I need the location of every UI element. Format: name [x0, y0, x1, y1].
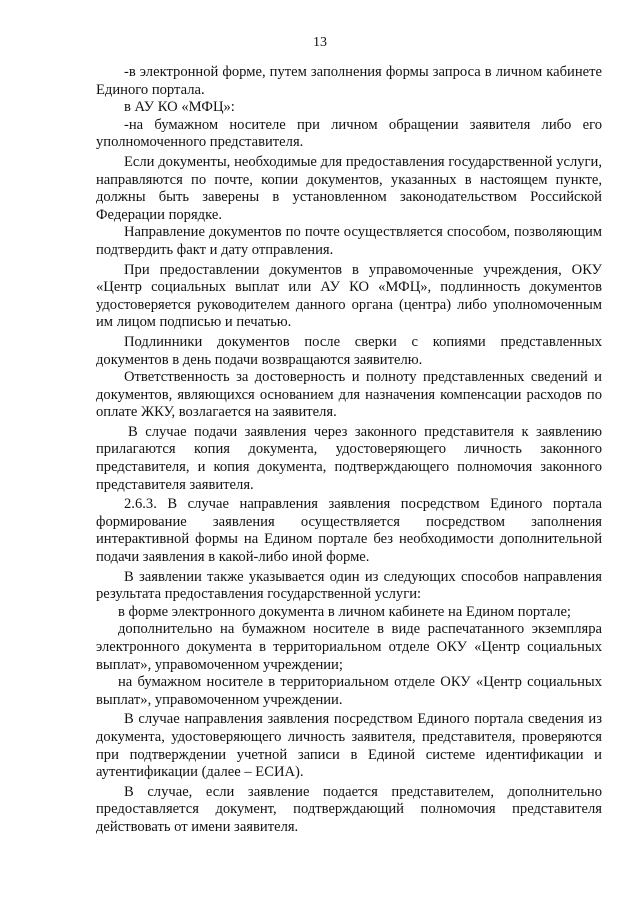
document-body	[96, 64, 602, 837]
paragraph: Если документы, необходимые для предоставления государственной услуги, направляются по почте, копии документов, указанных в настоящем пункте, должны быть заверены в установленном законодательством Российской Федерации порядке.	[96, 153, 602, 223]
paragraph: в форме электронного документа в личном кабинете на Едином портале;	[118, 603, 571, 620]
paragraph: В случае подачи заявления через законного представителя к заявлению прилагаются копия документа, удостоверяющего личность законного представителя, и копия документа, подтверждающего полномочия законного представителя заявителя.	[96, 423, 602, 493]
paragraph: Подлинники документов после сверки с копиями представленных документов в день подачи возвращаются заявителю.	[96, 333, 602, 368]
paragraph: дополнительно на бумажном носителе в виде распечатанного экземпляра электронного документа в территориальном отделе ОКУ «Центр социальных выплат», управомоченном учреждении;	[96, 621, 602, 673]
paragraph: на бумажном носителе в территориальном отделе ОКУ «Центр социальных выплат», управомоченном учреждении.	[96, 674, 602, 708]
paragraph: Ответственность за достоверность и полноту представленных сведений и документов, являющихся основанием для назначения компенсации расходов по оплате ЖКУ, возлагается на заявителя.	[96, 369, 602, 421]
paragraph: -на бумажном носителе при личном обращении заявителя либо его уполномоченного представителя.	[96, 116, 602, 151]
paragraph: 2.6.3. В случае направления заявления посредством Единого портала формирование заявления осуществляется посредством заполнения интерактивной формы на Едином портале без необходимости дополнительной подачи заявления в какой-либо иной форме.	[96, 496, 602, 566]
paragraph: В случае направления заявления посредством Единого портала сведения из документа, удостоверяющего личность заявителя, представителя, проверяются при подтверждении учетной записи в Единой системе идентификации и аутентификации (далее – ЕСИА).	[96, 711, 602, 781]
paragraph: в АУ КО «МФЦ»:	[124, 99, 235, 116]
paragraph: В случае, если заявление подается представителем, дополнительно предоставляется документ, подтверждающий полномочия представителя действовать от имени заявителя.	[96, 783, 602, 835]
paragraph: В заявлении также указывается один из следующих способов направления результата предоставления государственной услуги:	[96, 568, 602, 603]
paragraph: -в электронной форме, путем заполнения формы запроса в личном кабинете Единого портала.	[96, 64, 602, 98]
paragraph: Направление документов по почте осуществляется способом, позволяющим подтвердить факт и дату отправления.	[96, 224, 602, 258]
paragraph: При предоставлении документов в управомоченные учреждения, ОКУ «Центр социальных выплат или АУ КО «МФЦ», подлинность документов удостоверяется руководителем данного органа (центра) либо уполномоченным им лицом подписью и печатью.	[96, 261, 602, 331]
page-number: 13	[313, 35, 327, 50]
